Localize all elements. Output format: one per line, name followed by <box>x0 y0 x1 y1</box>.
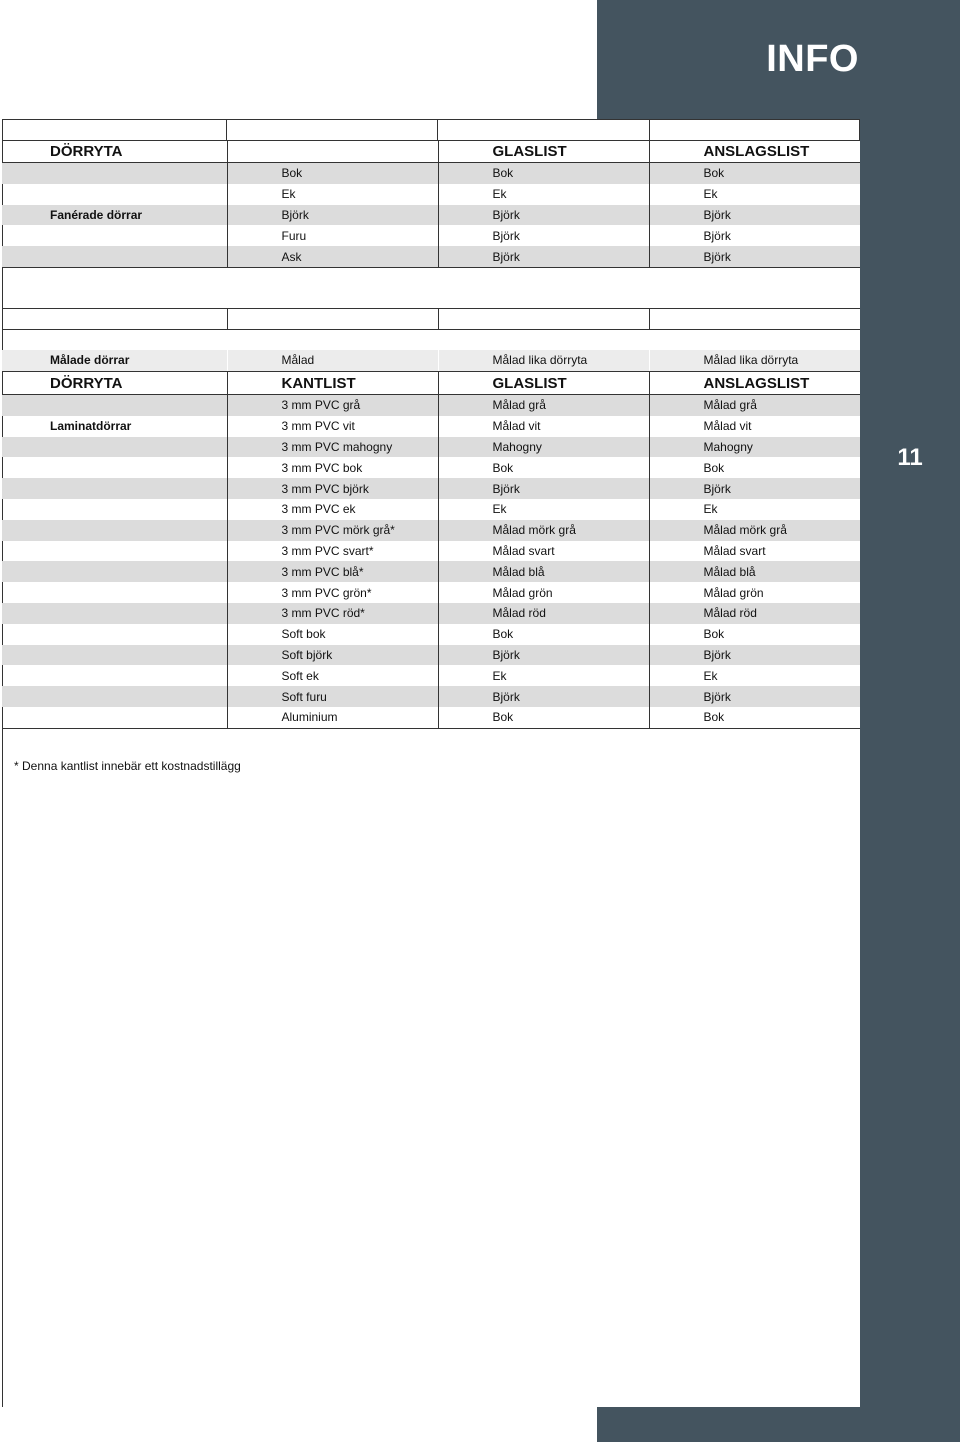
column-header: ANSLAGSLIST <box>649 140 860 163</box>
table-row <box>2 457 860 478</box>
table-row <box>2 437 860 458</box>
table-header-row <box>2 372 860 395</box>
table-row <box>2 541 860 562</box>
table-cell: Mahogny <box>649 437 860 458</box>
column-header: GLASLIST <box>438 140 649 163</box>
table-cell: 3 mm PVC mörk grå* <box>227 520 438 541</box>
column-header <box>227 140 438 163</box>
table-cell: Ask <box>227 246 438 267</box>
table-row <box>2 707 860 728</box>
table-cell: Bok <box>649 624 860 645</box>
table-cell: Målad vit <box>649 416 860 437</box>
table-cell <box>2 520 227 541</box>
table-cell: 3 mm PVC bok <box>227 457 438 478</box>
table-cell: Soft ek <box>227 665 438 686</box>
table-row <box>2 645 860 666</box>
table-cell: Bok <box>649 163 860 184</box>
table-cell <box>2 225 227 246</box>
table-cell: Björk <box>649 205 860 226</box>
table-cell: Målad mörk grå <box>649 520 860 541</box>
table-row <box>2 520 860 541</box>
table-cell: Målad röd <box>649 603 860 624</box>
table-row <box>2 478 860 499</box>
table-cell <box>2 686 227 707</box>
table-cell: Bok <box>438 707 649 728</box>
laminat-table <box>2 372 860 729</box>
table-cell <box>2 499 227 520</box>
table-cell: Målad grå <box>438 395 649 416</box>
table-cell <box>2 541 227 562</box>
table-cell <box>2 707 227 728</box>
table-row <box>2 416 860 437</box>
table-cell: Målad grön <box>438 582 649 603</box>
table-row <box>2 163 860 184</box>
table-row <box>2 603 860 624</box>
table-cell <box>2 561 227 582</box>
top-empty-row <box>2 119 860 141</box>
table-cell: Björk <box>438 645 649 666</box>
table-cell: 3 mm PVC vit <box>227 416 438 437</box>
table-cell <box>2 457 227 478</box>
table-cell <box>2 582 227 603</box>
page-number: 11 <box>897 444 923 471</box>
table-cell: 3 mm PVC grå <box>227 395 438 416</box>
table-cell: Ek <box>649 184 860 205</box>
table-cell: 3 mm PVC mahogny <box>227 437 438 458</box>
table-row <box>2 499 860 520</box>
table-cell: Björk <box>649 225 860 246</box>
table-cell: Ek <box>438 184 649 205</box>
table-header-row <box>2 140 860 163</box>
table-cell: Målad vit <box>438 416 649 437</box>
table-cell: Björk <box>438 225 649 246</box>
table-cell: Bok <box>649 457 860 478</box>
table-cell: 3 mm PVC björk <box>227 478 438 499</box>
table-cell: Björk <box>438 686 649 707</box>
table-cell: Björk <box>649 686 860 707</box>
table-row <box>2 246 860 267</box>
table-row <box>2 184 860 205</box>
table-cell: Målad grå <box>649 395 860 416</box>
table-cell: 3 mm PVC grön* <box>227 582 438 603</box>
table-cell: Bok <box>649 707 860 728</box>
table-row <box>2 665 860 686</box>
fanerade-table <box>2 140 860 268</box>
table-cell: Furu <box>227 225 438 246</box>
table-cell: Målad lika dörryta <box>438 350 649 371</box>
page-title: INFO <box>766 38 859 80</box>
table-row <box>2 561 860 582</box>
column-header: ANSLAGSLIST <box>649 372 860 395</box>
table-cell: Björk <box>649 478 860 499</box>
table-cell: Laminatdörrar <box>50 419 132 434</box>
table-cell: Soft bok <box>227 624 438 645</box>
table-cell: Målad grön <box>649 582 860 603</box>
table-row <box>2 225 860 246</box>
table-cell: Ek <box>438 665 649 686</box>
table-cell: Mahogny <box>438 437 649 458</box>
column-header: KANTLIST <box>227 372 438 395</box>
table-cell: Aluminium <box>227 707 438 728</box>
table-cell: Målad lika dörryta <box>649 350 860 371</box>
table-cell: 3 mm PVC blå* <box>227 561 438 582</box>
table-cell: Målade dörrar <box>2 350 227 371</box>
table-cell: Björk <box>438 205 649 226</box>
table-cell: Målad röd <box>438 603 649 624</box>
table-cell: Bok <box>438 624 649 645</box>
table-cell: Målad svart <box>649 541 860 562</box>
table-row <box>2 624 860 645</box>
table-cell <box>2 478 227 499</box>
table-cell <box>2 395 227 416</box>
table-cell <box>2 645 227 666</box>
table-row <box>2 395 860 416</box>
table-row <box>2 205 860 226</box>
column-header: DÖRRYTA <box>2 140 227 163</box>
table-cell <box>2 624 227 645</box>
column-header: GLASLIST <box>438 372 649 395</box>
footnote: * Denna kantlist innebär ett kostnadstillägg <box>14 759 241 773</box>
table-cell <box>2 665 227 686</box>
table-cell: Målad blå <box>438 561 649 582</box>
table-cell: Ek <box>438 499 649 520</box>
table-cell: Målad <box>227 350 438 371</box>
table-cell: 3 mm PVC svart* <box>227 541 438 562</box>
table-cell <box>2 163 227 184</box>
table-cell: Ek <box>649 665 860 686</box>
table-cell: Björk <box>227 205 438 226</box>
table-row <box>2 350 860 371</box>
table-cell: Björk <box>438 478 649 499</box>
table-cell: Björk <box>649 645 860 666</box>
table-cell: Soft furu <box>227 686 438 707</box>
table-cell: Målad blå <box>649 561 860 582</box>
table-cell: Bok <box>227 163 438 184</box>
table-cell: Soft björk <box>227 645 438 666</box>
table-sheet <box>2 119 860 1407</box>
table-cell: Björk <box>649 246 860 267</box>
table-cell <box>2 184 227 205</box>
table-cell: Målad svart <box>438 541 649 562</box>
table-cell: 3 mm PVC röd* <box>227 603 438 624</box>
table-cell: Ek <box>227 184 438 205</box>
table-row <box>2 582 860 603</box>
malade-table <box>2 308 860 368</box>
table-cell <box>2 437 227 458</box>
table-cell <box>2 603 227 624</box>
table-cell: Målad mörk grå <box>438 520 649 541</box>
table-cell: Björk <box>438 246 649 267</box>
table-cell: Fanérade dörrar <box>2 205 227 226</box>
table-cell: Bok <box>438 457 649 478</box>
table-cell: 3 mm PVC ek <box>227 499 438 520</box>
column-header: DÖRRYTA <box>2 372 227 395</box>
table-cell: Ek <box>649 499 860 520</box>
table-cell: Bok <box>438 163 649 184</box>
table-cell <box>2 246 227 267</box>
table-row <box>2 686 860 707</box>
